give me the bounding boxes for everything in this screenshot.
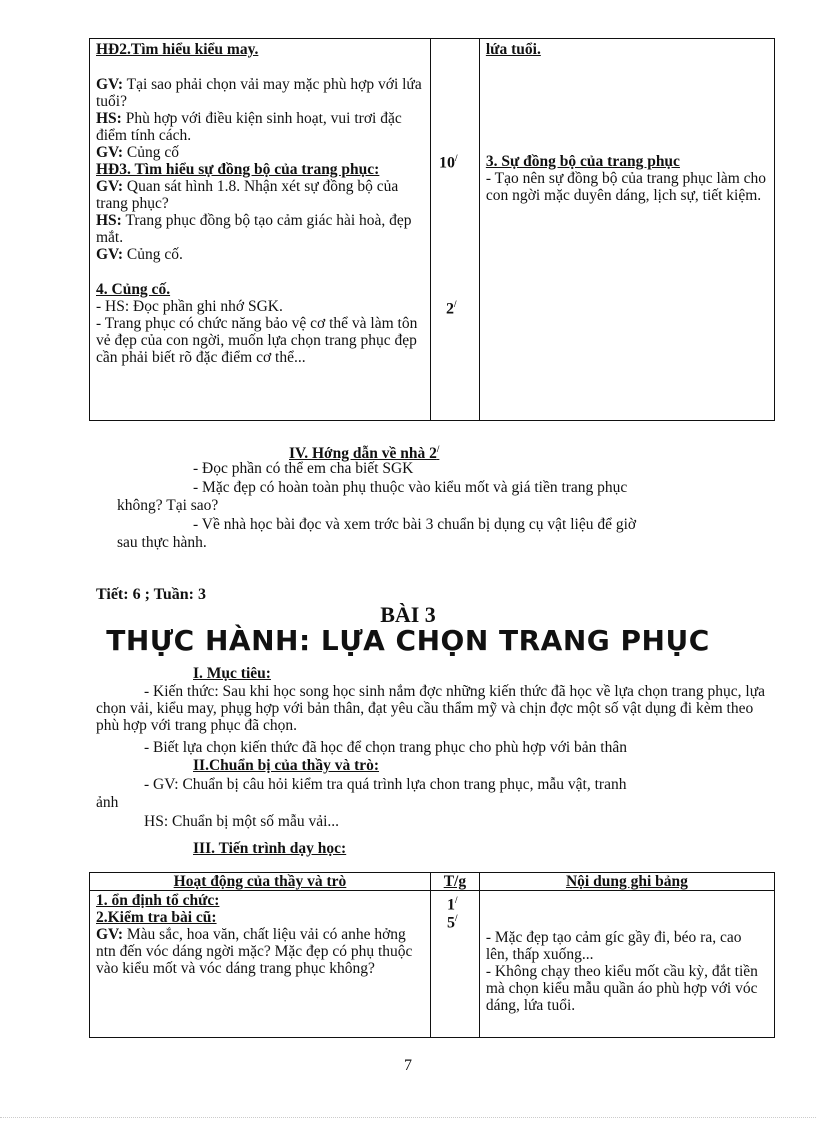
content-sync-body: - Tạo nên sự đồng bộ của trang phục làm cho con ngời mặc duyên dáng, lịch sự, tiết kiệm. [485, 170, 767, 204]
activity-cell [90, 891, 431, 1038]
review-title: 2.Kiểm tra bài cũ: [96, 909, 217, 926]
objective-skill: - Biết lựa chọn kiến thức đã học để chọn trang phục cho phù hợp với bản thân [144, 739, 627, 756]
process-title: III. Tiến trình dạy học: [193, 840, 347, 857]
content-column [479, 39, 774, 421]
homework-line-2b: không? Tại sao? [117, 497, 219, 514]
hd2-title: HĐ2.Tìm hiểu kiểu may. [96, 41, 259, 58]
review-question: GV: Màu sắc, hoa văn, chất liệu vải có anhe hởng ntn đến vóc dáng ngời mặc? Mặc đẹp có phụ thuộc vào kiểu mốt và vóc dáng trang phục không? [96, 926, 413, 977]
preparation-title: II.Chuẩn bị của thầy và trò: [193, 757, 380, 774]
homework-line-3: - Về nhà học bài đọc và xem trớc bài 3 chuẩn bị dụng cụ vật liệu để giờ [193, 516, 637, 533]
lesson-title: THỰC HÀNH: LỰA CHỌN TRANG PHỤC [106, 624, 710, 657]
lesson-number: BÀI 3 [380, 602, 436, 627]
header-activity: Hoạt động của thầy và trò [90, 873, 431, 891]
content-sync-title: 3. Sự đồng bộ của trang phục [485, 153, 680, 170]
content-cell [479, 891, 774, 1038]
homework-line-1: - Đọc phần có thể em cha biết SGK [193, 460, 414, 477]
gv-question-1: GV: Tại sao phải chọn vải may mặc phù hợp với lứa tuổi? [96, 76, 422, 110]
lesson-period: Tiết: 6 ; Tuần: 3 [96, 586, 206, 603]
footer-divider [0, 1117, 816, 1118]
time-1: 1/ [446, 895, 458, 914]
lesson-activity-table [89, 872, 775, 1038]
objective-knowledge: - Kiến thức: Sau khi học song học sinh nắm đợc những kiến thức đã học về lựa chọn trang phục, lựa chọn vải, kiểu may, phụg hợp với bản thân, đạt yêu cầu thẩm mỹ và chịn đợc một số vật dụng đi kèm theo phù hợp với trang phục đã chọn. [96, 683, 765, 734]
content-answer-1: - Mặc đẹp tạo cảm gíc gầy đi, béo ra, cao lên, thấp xuống... [485, 929, 742, 963]
content-answer-2: - Không chạy theo kiểu mốt cầu kỳ, đắt tiền mà chọn kiểu mẫu quần áo phù hợp với vóc dáng, lứa tuổi. [485, 963, 758, 1014]
time-10: 10/ [439, 153, 458, 172]
stabilize-title: 1. ổn định tổ chức: [96, 892, 220, 909]
homework-line-2: - Mặc đẹp có hoàn toàn phụ thuộc vào kiểu mốt và giá tiền trang phục [193, 479, 628, 496]
activity-column [90, 39, 431, 421]
gv-consolidate-1: GV: Củng cố [96, 144, 179, 161]
time-column [431, 39, 480, 421]
activity-table-continued [89, 38, 775, 421]
preparation-gv: - GV: Chuẩn bị câu hỏi kiểm tra quá trình lựa chon trang phục, mẫu vật, tranh [144, 776, 627, 793]
gv-question-2: GV: Quan sát hình 1.8. Nhận xét sự đồng bộ của trang phục? [96, 178, 399, 212]
cungco-item-1: - HS: Đọc phần ghi nhớ SGK. [96, 298, 283, 315]
homework-line-3b: sau thực hành. [117, 534, 207, 551]
time-2: 2/ [446, 299, 457, 318]
preparation-hs: HS: Chuẩn bị một số mẫu vải... [144, 813, 340, 830]
time-5: 5/ [446, 913, 458, 932]
cungco-item-2: - Trang phục có chức năng bảo vệ cơ thể và làm tôn vẻ đẹp của con ngời, muốn lựa chọn trang phục đẹp cần phải biết rõ đặc điểm cơ thể... [96, 315, 418, 366]
hs-answer-2: HS: Trang phục đồng bộ tạo cảm giác hài hoà, đẹp mắt. [96, 212, 412, 246]
header-time: T/g [430, 873, 479, 891]
hd3-title: HĐ3. Tìm hiểu sự đồng bộ của trang phục: [96, 161, 380, 178]
time-cell [430, 891, 479, 1038]
gv-consolidate-2: GV: Củng cố. [96, 246, 183, 263]
objectives-title: I. Mục tiêu: [193, 665, 271, 682]
hs-answer-1: HS: Phù hợp với điều kiện sinh hoạt, vui trơi đặc điểm tính cách. [96, 110, 402, 144]
cungco-title: 4. Củng cố. [96, 281, 171, 298]
homework-title: IV. Hớng dẫn về nhà 2/ [289, 444, 440, 463]
preparation-gv-cont: ảnh [96, 794, 119, 811]
header-content: Nội dung ghi bảng [479, 873, 774, 891]
content-age: lứa tuổi. [485, 41, 541, 58]
page-number: 7 [404, 1057, 412, 1074]
